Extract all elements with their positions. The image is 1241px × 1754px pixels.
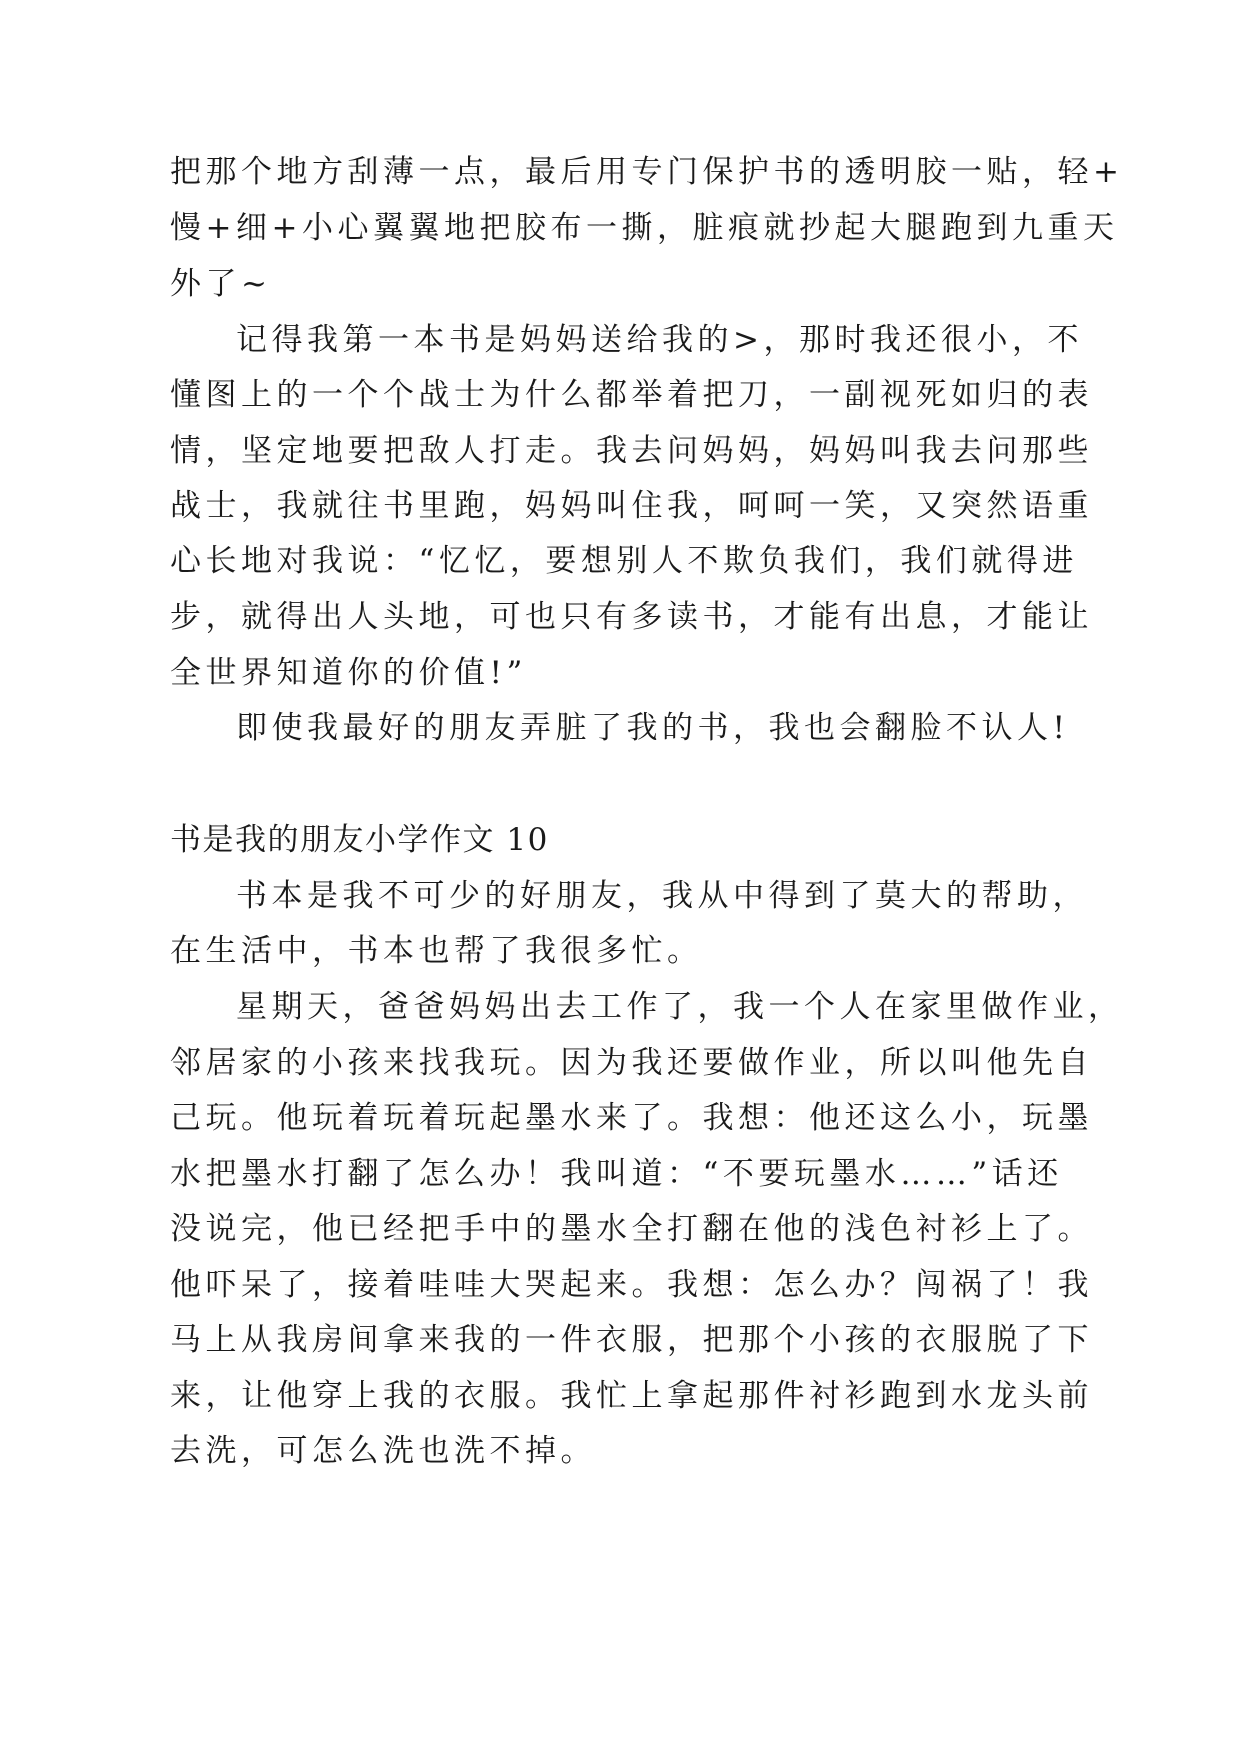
text-line: 情，坚定地要把敌人打走。我去问妈妈，妈妈叫我去问那些 [170,433,1093,469]
text-line: 他吓呆了，接着哇哇大哭起来。我想：怎么办？闯祸了！我 [170,1267,1093,1303]
text-line: 战士，我就往书里跑，妈妈叫住我，呵呵一笑，又突然语重 [170,488,1093,524]
text-line: 书本是我不可少的好朋友，我从中得到了莫大的帮助， [236,878,1088,914]
text-line: 懂图上的一个个战士为什么都举着把刀，一副视死如归的表 [170,377,1093,413]
text-line: 把那个地方刮薄一点，最后用专门保护书的透明胶一贴，轻+ [170,154,1124,190]
text-line: 来，让他穿上我的衣服。我忙上拿起那件衬衫跑到水龙头前 [170,1378,1093,1414]
text-line: 去洗，可怎么洗也洗不掉。 [170,1433,596,1469]
text-line: 全世界知道你的价值!” [170,655,527,691]
text-line: 邻居家的小孩来找我玩。因为我还要做作业，所以叫他先自 [170,1045,1093,1081]
text-line: 马上从我房间拿来我的一件衣服，把那个小孩的衣服脱了下 [170,1322,1093,1358]
text-line: 记得我第一本书是妈妈送给我的>，那时我还很小，不 [236,322,1083,358]
text-line: 己玩。他玩着玩着玩起墨水来了。我想：他还这么小，玩墨 [170,1100,1093,1136]
text-line: 没说完，他已经把手中的墨水全打翻在他的浅色衬衫上了。 [170,1211,1093,1247]
text-line: 即使我最好的朋友弄脏了我的书，我也会翻脸不认人! [236,710,1070,746]
text-line: 外了~ [170,266,272,302]
text-line: 在生活中，书本也帮了我很多忙。 [170,933,703,969]
section-heading: 书是我的朋友小学作文 10 [170,822,549,858]
text-line: 慢+细+小心翼翼地把胶布一撕，脏痕就抄起大腿跑到九重天 [170,210,1119,246]
text-line: 水把墨水打翻了怎么办！我叫道：“不要玩墨水……”话还 [170,1156,1063,1192]
text-line: 心长地对我说：“忆忆，要想别人不欺负我们，我们就得进 [170,543,1078,579]
text-line: 步，就得出人头地，可也只有多读书，才能有出息，才能让 [170,599,1093,635]
text-line: 星期天，爸爸妈妈出去工作了，我一个人在家里做作业， [236,989,1124,1025]
